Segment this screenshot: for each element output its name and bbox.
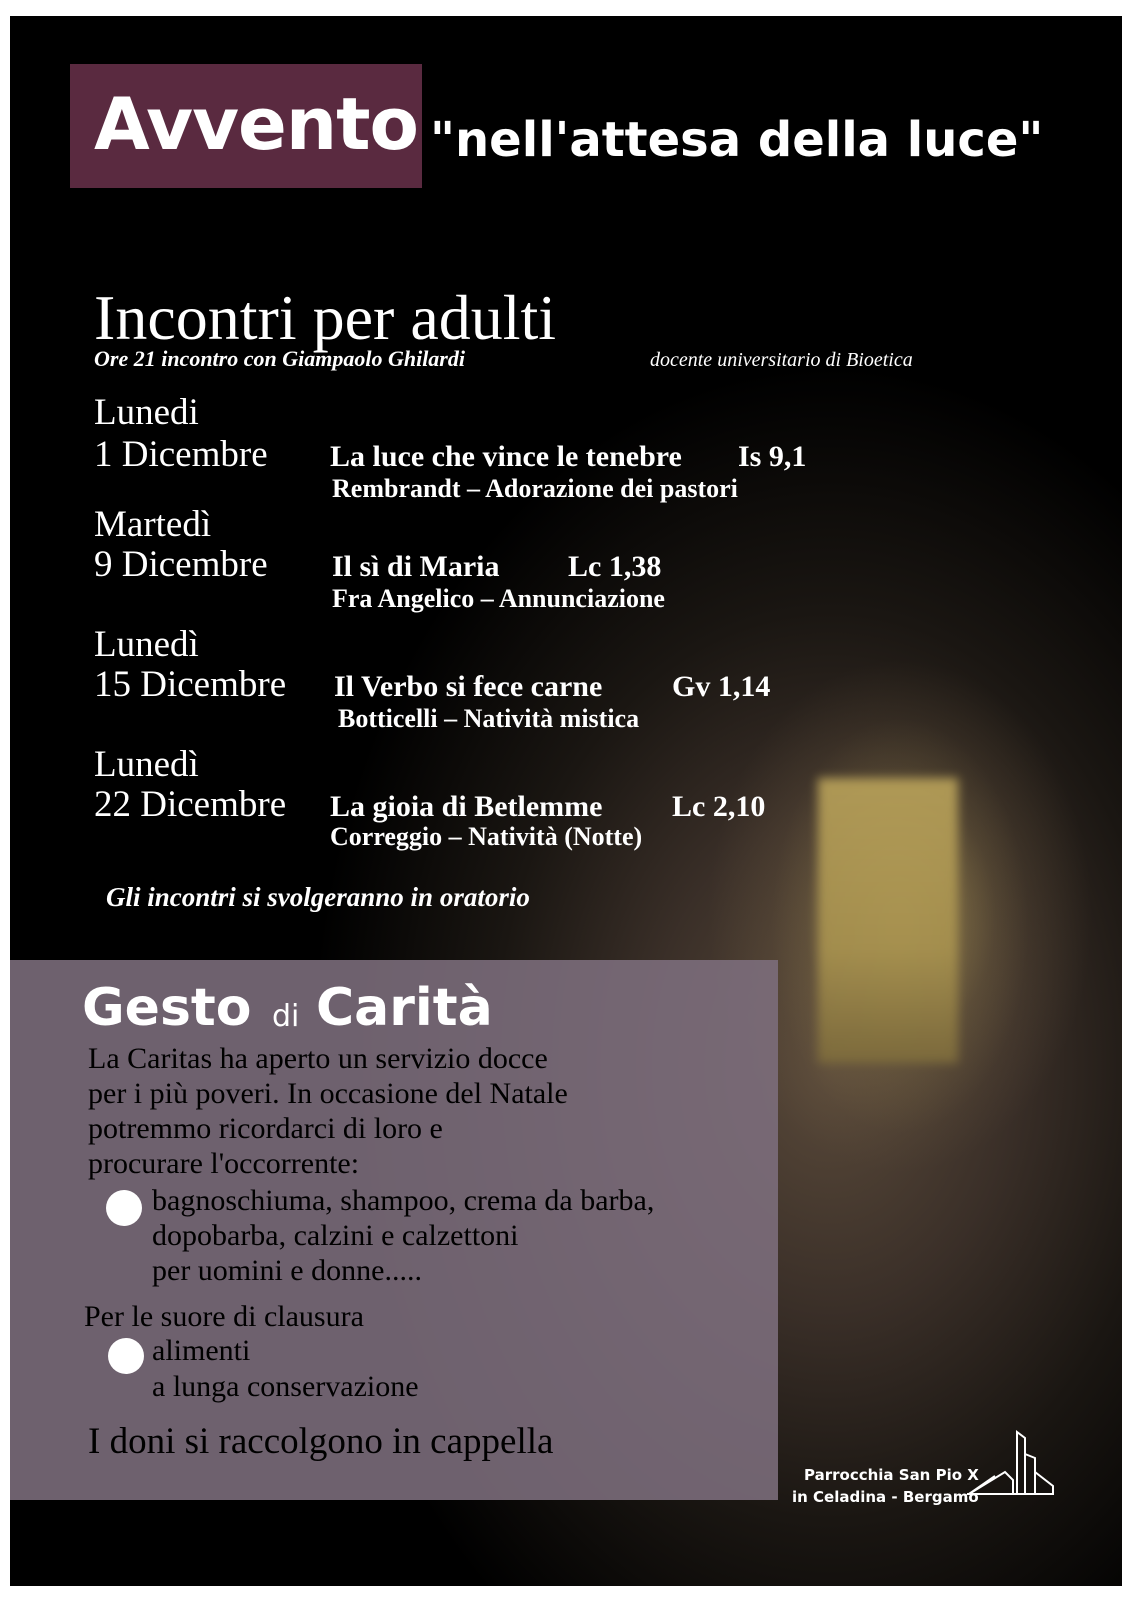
meeting-2-artwork: Fra Angelico – Annunciazione [332,584,665,613]
meeting-3-title: Il Verbo si fece carne [334,670,603,703]
charity-items-line: bagnoschiuma, shampoo, crema da barba, [152,1184,655,1217]
bullet-icon [108,1338,144,1374]
charity-intro-line: potremmo ricordarci di loro e [88,1112,443,1145]
meeting-2-date: 9 Dicembre [94,544,268,585]
charity-intro-line: per i più poveri. In occasione del Natale [88,1077,568,1110]
meeting-3-day: Lunedì [94,624,199,665]
meeting-2-day: Martedì [94,504,212,545]
church-logo-icon [965,1428,1057,1500]
charity-title-carita: Carità [316,978,493,1038]
meeting-1-date: 1 Dicembre [94,434,268,475]
charity-intro-line: La Caritas ha aperto un servizio docce [88,1042,548,1075]
charity-items-line: dopobarba, calzini e calzettoni [152,1219,519,1252]
meeting-2-ref: Lc 1,38 [568,550,662,583]
meeting-3-artwork: Botticelli – Natività mistica [338,704,640,733]
meeting-2-title: Il sì di Maria [332,550,500,583]
meeting-1-title: La luce che vince le tenebre [330,440,682,473]
parish-location: in Celadina - Bergamo [792,1488,979,1506]
meetings-teacher-role: docente universitario di Bioetica [650,349,913,371]
meeting-4-ref: Lc 2,10 [672,790,766,823]
charity-food-line: a lunga conservazione [152,1370,419,1403]
meeting-3-date: 15 Dicembre [94,664,287,705]
page-title: Avvento [94,82,418,166]
charity-food-line: alimenti [152,1334,251,1367]
meeting-1-day: Lunedi [94,392,199,433]
page-subtitle: "nell'attesa della luce" [430,112,1044,168]
charity-intro-line: procurare l'occorrente: [88,1147,360,1180]
meeting-1-artwork: Rembrandt – Adorazione dei pastori [332,474,738,503]
meetings-title: Incontri per adulti [94,282,557,353]
charity-final-note: I doni si raccolgono in cappella [88,1421,554,1462]
meeting-4-date: 22 Dicembre [94,784,287,825]
background-window-light [818,778,958,1063]
meeting-4-day: Lunedì [94,744,199,785]
bullet-icon [106,1190,142,1226]
charity-items-line: per uomini e donne..... [152,1254,422,1287]
meeting-3-ref: Gv 1,14 [672,670,771,703]
meetings-location-note: Gli incontri si svolgeranno in oratorio [106,882,530,912]
meeting-4-title: La gioia di Betlemme [330,790,603,823]
parish-name: Parrocchia San Pio X [804,1466,979,1484]
meeting-1-ref: Is 9,1 [738,440,807,473]
meeting-4-artwork: Correggio – Natività (Notte) [330,822,643,851]
poster [10,16,1122,1586]
charity-title-gesto: Gesto [82,978,252,1038]
meetings-teacher: Ore 21 incontro con Giampaolo Ghilardi [94,346,465,371]
charity-nuns-line: Per le suore di clausura [84,1300,364,1333]
charity-title-di: di [272,999,300,1034]
